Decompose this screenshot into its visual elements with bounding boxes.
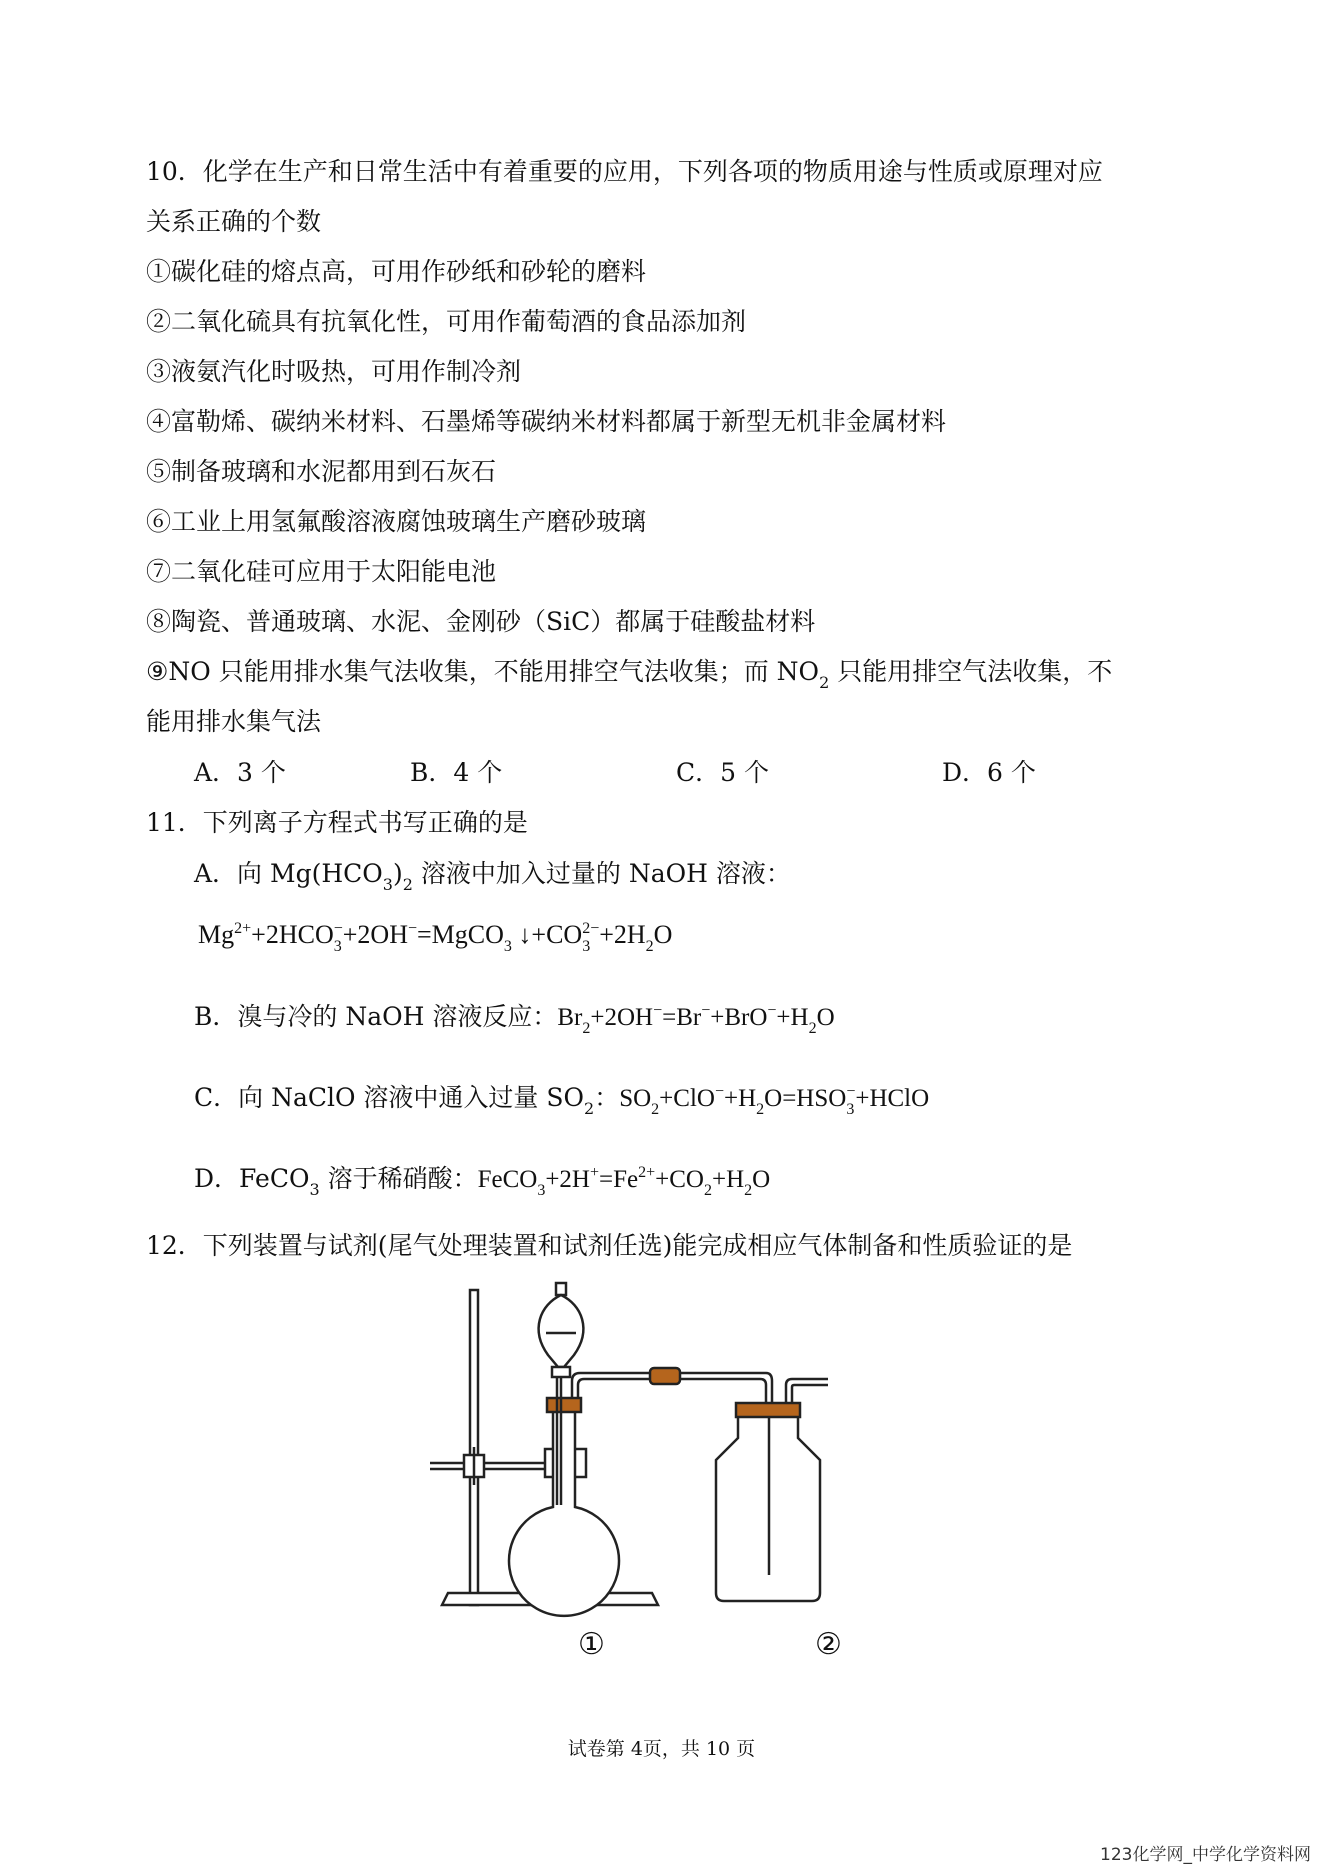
q10-item-1: ①碳化硅的熔点高，可用作砂纸和砂轮的磨料 [146, 257, 647, 286]
flask-stopper [547, 1398, 581, 1412]
q12-stem: 12．下列装置与试剂(尾气处理装置和试剂任选)能完成相应气体制备和性质验证的是 [146, 1231, 1073, 1260]
q11-option-a-label: A．向 $Mg(HCO_3)_2$ 溶液中加入过量的 NaOH 溶液： [194, 859, 791, 894]
q10-item-5: ⑤制备玻璃和水泥都用到石灰石 [146, 457, 497, 486]
apparatus-label-1: ① [578, 1627, 605, 1662]
q10-stem-line1: 10．化学在生产和日常生活中有着重要的应用，下列各项的物质用途与性质或原理对应 [146, 157, 1103, 186]
q10-item-9-line2: 能用排水集气法 [146, 707, 322, 736]
q11-option-a-equation: $Mg^{2+}+2HCO_3^-+2OH^-=MgCO_3$ $↓+CO_3^{2-}+2H_2O$ [198, 920, 673, 955]
apparatus-label-2: ② [815, 1627, 842, 1662]
q10-item-6: ⑥工业上用氢氟酸溶液腐蚀玻璃生产磨砂玻璃 [146, 507, 647, 536]
watermark: 123化学网_中学化学资料网 [1100, 1845, 1311, 1865]
q10-option-d: D．6 个 [942, 758, 1036, 787]
q11-option-c: C．向 NaClO 溶液中通入过量 $SO_2$：$SO_2+ClO^-+H_2O=HSO_3^-+HClO$ [194, 1083, 930, 1118]
q10-item-7: ⑦二氧化硅可应用于太阳能电池 [146, 557, 497, 586]
q11-option-d: D．FeCO$_3$ 溶于稀硝酸：$FeCO_3+2H^+=Fe^{2+}+CO_2+H_2O$ [194, 1164, 771, 1199]
q10-item-4: ④富勒烯、碳纳米材料、石墨烯等碳纳米材料都属于新型无机非金属材料 [146, 407, 947, 436]
q10-option-b: B．4 个 [410, 758, 503, 787]
page-footer: 试卷第 4页，共 10 页 [567, 1738, 756, 1760]
q10-item-3: ③液氨汽化时吸热，可用作制冷剂 [146, 357, 522, 386]
q10-item-8: ⑧陶瓷、普通玻璃、水泥、金刚砂（SiC）都属于硅酸盐材料 [146, 607, 816, 636]
q11-option-b: B．溴与冷的 NaOH 溶液反应：$Br_2+2OH^-=Br^-+BrO^-+H_2O$ [194, 1002, 835, 1037]
gas-apparatus-diagram [420, 1275, 920, 1635]
q10-option-a: A．3 个 [194, 758, 286, 787]
q10-option-c: C．5 个 [676, 758, 769, 787]
round-bottom-flask [509, 1403, 619, 1616]
gas-washing-bottle [716, 1379, 828, 1601]
q10-stem-line2: 关系正确的个数 [146, 207, 322, 236]
q11-stem: 11．下列离子方程式书写正确的是 [146, 808, 528, 837]
q10-item-9: ⑨NO 只能用排水集气法收集，不能用排空气法收集；而 $NO_2$ 只能用排空气法收集，不 [146, 657, 1113, 692]
q10-item-2: ②二氧化硫具有抗氧化性，可用作葡萄酒的食品添加剂 [146, 307, 747, 336]
